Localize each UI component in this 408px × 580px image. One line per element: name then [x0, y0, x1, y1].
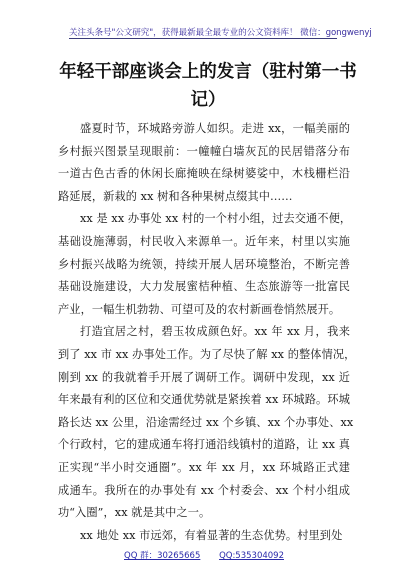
document-body: [58, 118, 356, 547]
paragraph-line: 成通车。我所在的办事处有 xx 个村委会、xx 个村小组成: [58, 483, 350, 497]
header-banner-text: 关注头条号"公文研究"，获得最新最全最专业的公文资料库！ 微信：gongwenyj: [69, 28, 372, 38]
document-title: [58, 58, 358, 114]
page-header-banner: [69, 20, 372, 39]
paragraph-line: xx 是 xx 办事处 xx 村的一个村小组，过去交通不便，: [80, 212, 352, 226]
footer-qq-number[interactable]: QQ:535304092: [219, 551, 284, 561]
paragraph-line: 产业，一幅生机勃勃、可望可及的农村新画卷悄然展开。: [58, 302, 341, 316]
paragraph-line: 个行政村，它的建成通车将打通沿线镇村的道路，让 xx 真: [58, 438, 350, 452]
title-line-2: 记）: [190, 90, 226, 110]
paragraph-line: 年来最有利的区位和交通优势就是紧挨着 xx 环城路。环城: [58, 393, 350, 407]
paragraph-line: 打造宜居之村，碧玉妆成颜色好。xx 年 xx 月，我来: [80, 325, 350, 339]
paragraph-line: 基础设施薄弱，村民收入来源单一。近年来，村里以实施: [58, 234, 350, 248]
paragraph-line: 一道古色古香的休闲长廊掩映在绿树婆娑中，木栈栅栏沿: [58, 167, 350, 181]
paragraph-line: xx 地处 xx 市远郊，有着显著的生态优势。村里到处: [80, 528, 343, 542]
paragraph-line: 刚到 xx 的我就着手开展了调研工作。调研中发现，xx 近: [58, 370, 350, 384]
paragraph-line: 正实现“半小时交通圈”。xx 年 xx 月，xx 环城路正式建: [58, 460, 350, 474]
paragraph-line: 基础设施建设，大力发展蜜桔种植、生态旅游等一批富民: [58, 280, 350, 294]
page-footer: [0, 549, 408, 561]
paragraph-line: 路延展，新栽的 xx 树和各种果树点缀其中……: [58, 189, 293, 203]
paragraph-line: 路长达 xx 公里，沿途需经过 xx 个乡镇、xx 个办事处、xx: [58, 415, 354, 429]
paragraph-line: 盛夏时节，环城路旁游人如织。走进 xx，一幅美丽的: [80, 122, 350, 135]
paragraph-line: 功“入圈”，xx 就是其中之一。: [58, 506, 211, 520]
paragraph-line: 乡村振兴战略为统领，持续开展人居环境整治，不断完善: [58, 257, 350, 271]
paragraph-line: 到了 xx 市 xx 办事处工作。为了尽快了解 xx 的整体情况，: [58, 347, 356, 361]
footer-qq-group[interactable]: QQ 群：30265665: [124, 551, 201, 561]
title-line-1: 年轻干部座谈会上的发言（驻村第一书: [59, 62, 357, 82]
paragraph-line: 乡村振兴图景呈现眼前：一幢幢白墙灰瓦的民居错落分布: [58, 144, 350, 158]
